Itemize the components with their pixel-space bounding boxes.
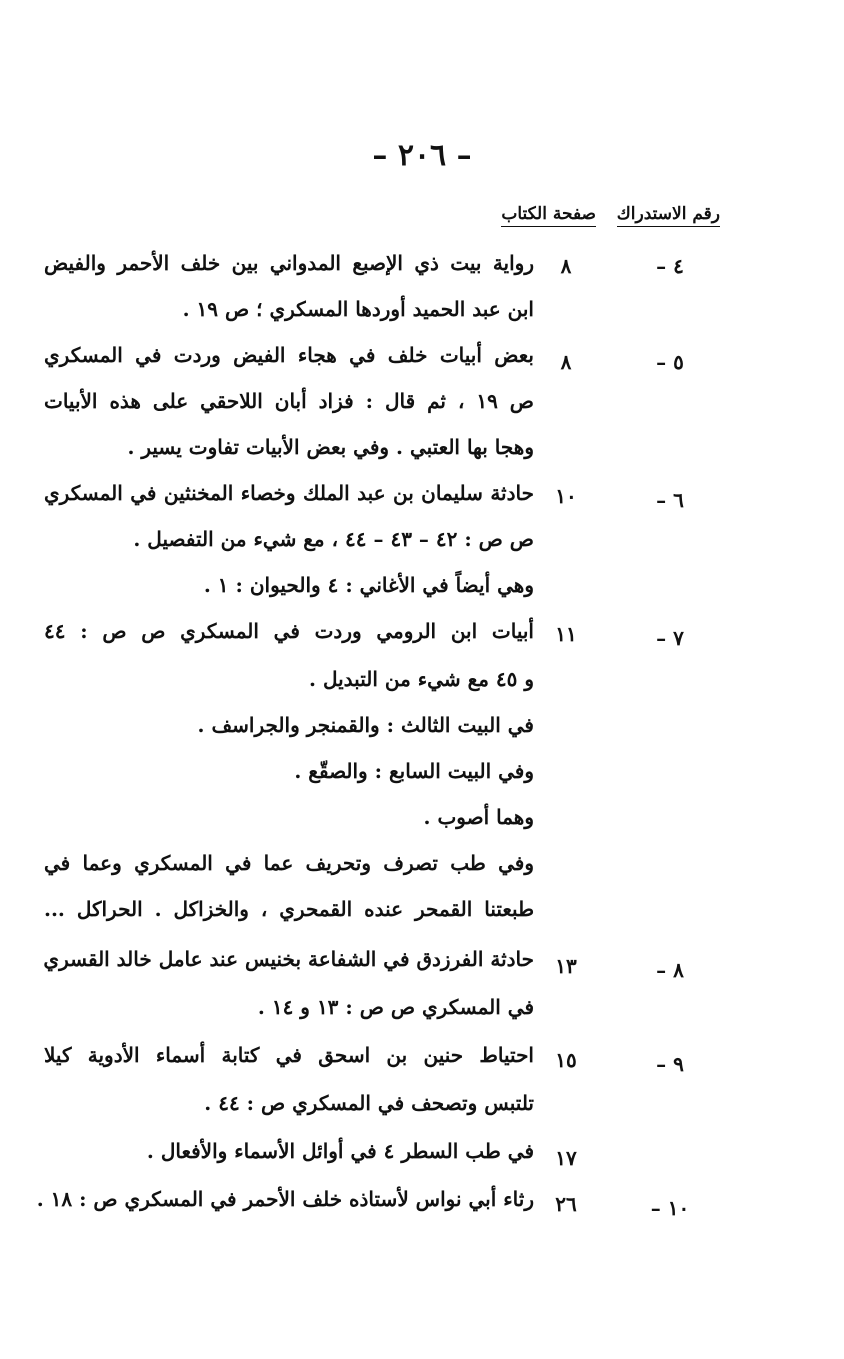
entry-line: بعض أبيات خلف في هجاء الفيض وردت في المسكري xyxy=(44,343,534,367)
book-page-number: ٨ xyxy=(560,350,572,374)
entry-line: وفي البيت السابع : والصقّع . xyxy=(294,759,534,783)
book-page-number: ١٧ xyxy=(555,1146,577,1170)
entry-line: حادثة الفرزدق في الشفاعة بخنيس عند عامل خالد القسري xyxy=(43,947,534,971)
correction-number: ٤ – xyxy=(656,254,684,278)
entry-line: في البيت الثالث : والقمنجر والجراسف . xyxy=(197,713,534,737)
correction-number: ٦ – xyxy=(656,488,684,512)
entry-line: ابن عبد الحميد أوردها المسكري ؛ ص ١٩ . xyxy=(182,297,534,321)
entry-line: طبعتنا القمحر عنده القمحري ، والخزاكل . الحراكل ... xyxy=(44,897,534,921)
entry-line: وهما أصوب . xyxy=(423,805,534,829)
entry-line: وهي أيضاً في الأغاني : ٤ والحيوان : ١ . xyxy=(203,573,534,597)
entry-line: رواية بيت ذي الإصبع المدواني بين خلف الأحمر والفيض xyxy=(44,251,534,275)
book-page-number: ١٠ xyxy=(555,484,577,508)
header-correction-number: رقم الاستدراك xyxy=(617,204,720,227)
entry-line: وفي طب تصرف وتحريف عما في المسكري وعما في xyxy=(44,851,534,875)
entry-line: ص ١٩ ، ثم قال : فزاد أبان اللاحقي على هذه الأبيات xyxy=(44,389,534,413)
page-number: – ٢٠٦ – xyxy=(372,138,472,173)
entry-line: تلتبس وتصحف في المسكري ص : ٤٤ . xyxy=(204,1091,534,1115)
entry-line: وهجا بها العتبي . وفي بعض الأبيات تفاوت يسير . xyxy=(127,435,534,459)
correction-number: ٩ – xyxy=(656,1052,684,1076)
entry-line: في المسكري ص ص : ١٣ و ١٤ . xyxy=(257,995,534,1019)
entry-line: و ٤٥ مع شيء من التبديل . xyxy=(309,667,534,691)
correction-number: ٨ – xyxy=(656,958,684,982)
book-page-number: ١٥ xyxy=(555,1048,577,1072)
entry-line: حادثة سليمان بن عبد الملك وخصاء المخنثين في المسكري xyxy=(44,481,534,505)
entry-line: ص ص : ٤٢ – ٤٣ – ٤٤ ، مع شيء من التفصيل . xyxy=(133,527,534,551)
correction-number: ١٠ – xyxy=(650,1196,690,1220)
entry-line: أبيات ابن الرومي وردت في المسكري ص ص : ٤٤ xyxy=(44,619,534,643)
book-page-number: ٨ xyxy=(560,254,572,278)
correction-number: ٥ – xyxy=(656,350,684,374)
book-page-number: ١١ xyxy=(555,622,577,646)
book-page-number: ٢٦ xyxy=(555,1192,577,1216)
correction-number: ٧ – xyxy=(656,626,684,650)
book-page-number: ١٣ xyxy=(555,954,577,978)
entry-line: احتياط حنين بن اسحق في كتابة أسماء الأدوية كيلا xyxy=(44,1043,534,1067)
entry-line: رثاء أبي نواس لأستاذه خلف الأحمر في المسكري ص : ١٨ . xyxy=(36,1187,534,1211)
header-book-page: صفحة الكتاب xyxy=(501,204,596,227)
entry-line: في طب السطر ٤ في أوائل الأسماء والأفعال . xyxy=(146,1139,534,1163)
